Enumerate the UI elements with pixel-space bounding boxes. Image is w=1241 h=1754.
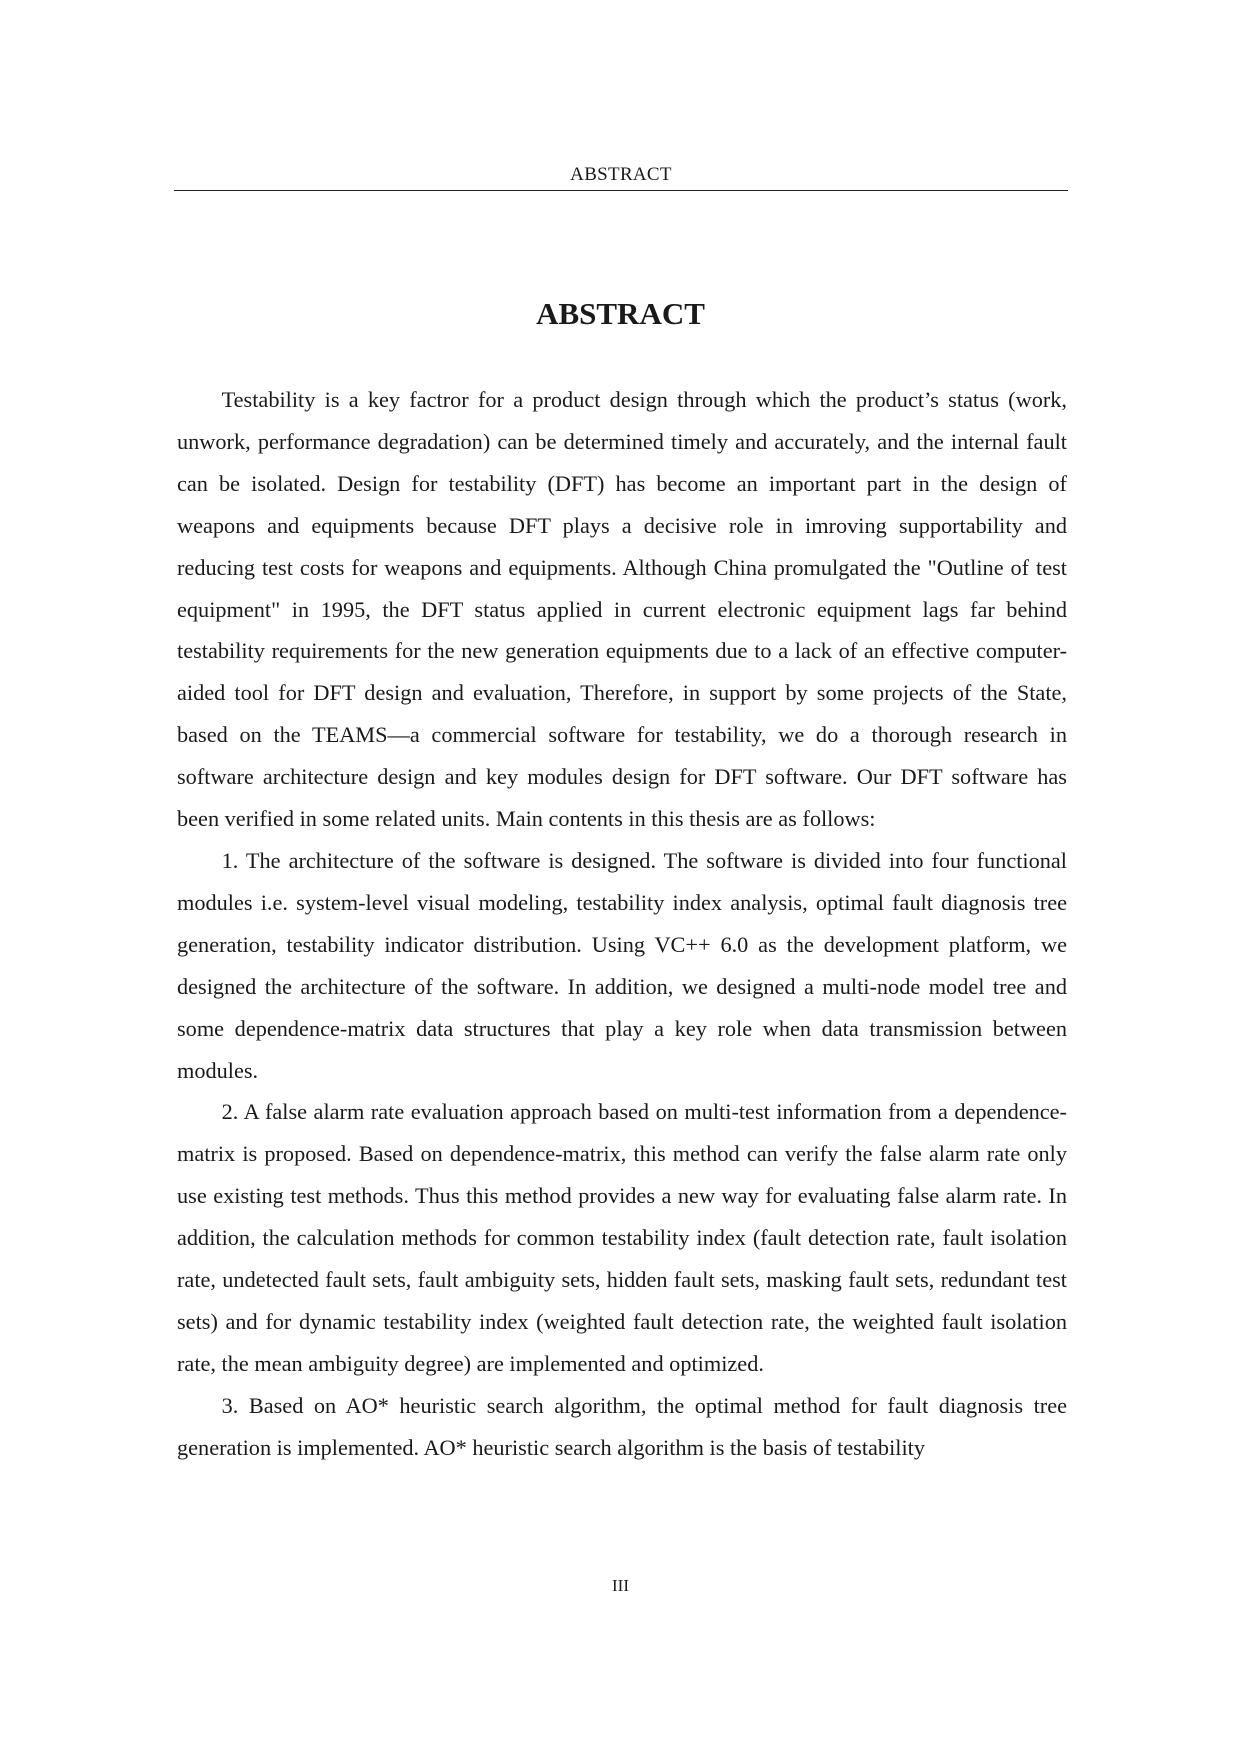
abstract-paragraph-intro: Testability is a key factror for a product design through which the product’s status (work, unwork, performance degradation) can be determined timely and accurately, and the internal fault can be isolated. Design for testability (DFT) has become an important part in the design of weapons and equipments because DFT plays a decisive role in imroving supportability and reducing test costs for weapons and equipments. Although China promulgated the "Outline of test equipment" in 1995, the DFT status applied in current electronic equipment lags far behind testability requirements for the new generation equipments due to a lack of an effective computer-aided tool for DFT design and evaluation, Therefore, in support by some projects of the State, based on the TEAMS—a commercial software for testability, we do a thorough research in software architecture design and key modules design for DFT software. Our DFT software has been verified in some related units. Main contents in this thesis are as follows:	[177, 387, 1067, 832]
running-header-title: ABSTRACT	[570, 164, 672, 185]
page-number: III	[612, 1576, 629, 1595]
abstract-paragraph-item-3: 3. Based on AO* heuristic search algorithm, the optimal method for fault diagnosis tree generation is implemented. AO* heuristic search algorithm is the basis of testability	[177, 1392, 1067, 1460]
running-header	[174, 160, 1068, 191]
page-title: ABSTRACT	[536, 295, 705, 331]
abstract-body	[177, 379, 1067, 1469]
abstract-paragraph-item-2: 2. A false alarm rate evaluation approach based on multi-test information from a dependence-matrix is proposed. Based on dependence-matrix, this method can verify the false alarm rate only use existing test methods. Thus this method provides a new way for evaluating false alarm rate. In addition, the calculation methods for common testability index (fault detection rate, fault isolation rate, undetected fault sets, fault ambiguity sets, hidden fault sets, masking fault sets, redundant test sets) and for dynamic testability index (weighted fault detection rate, the weighted fault isolation rate, the mean ambiguity degree) are implemented and optimized.	[177, 1099, 1067, 1376]
abstract-paragraph-item-1: 1. The architecture of the software is designed. The software is divided into four functional modules i.e. system-level visual modeling, testability index analysis, optimal fault diagnosis tree generation, testability indicator distribution. Using VC++ 6.0 as the development platform, we designed the architecture of the software. In addition, we designed a multi-node model tree and some dependence-matrix data structures that play a key role when data transmission between modules.	[177, 847, 1067, 1083]
